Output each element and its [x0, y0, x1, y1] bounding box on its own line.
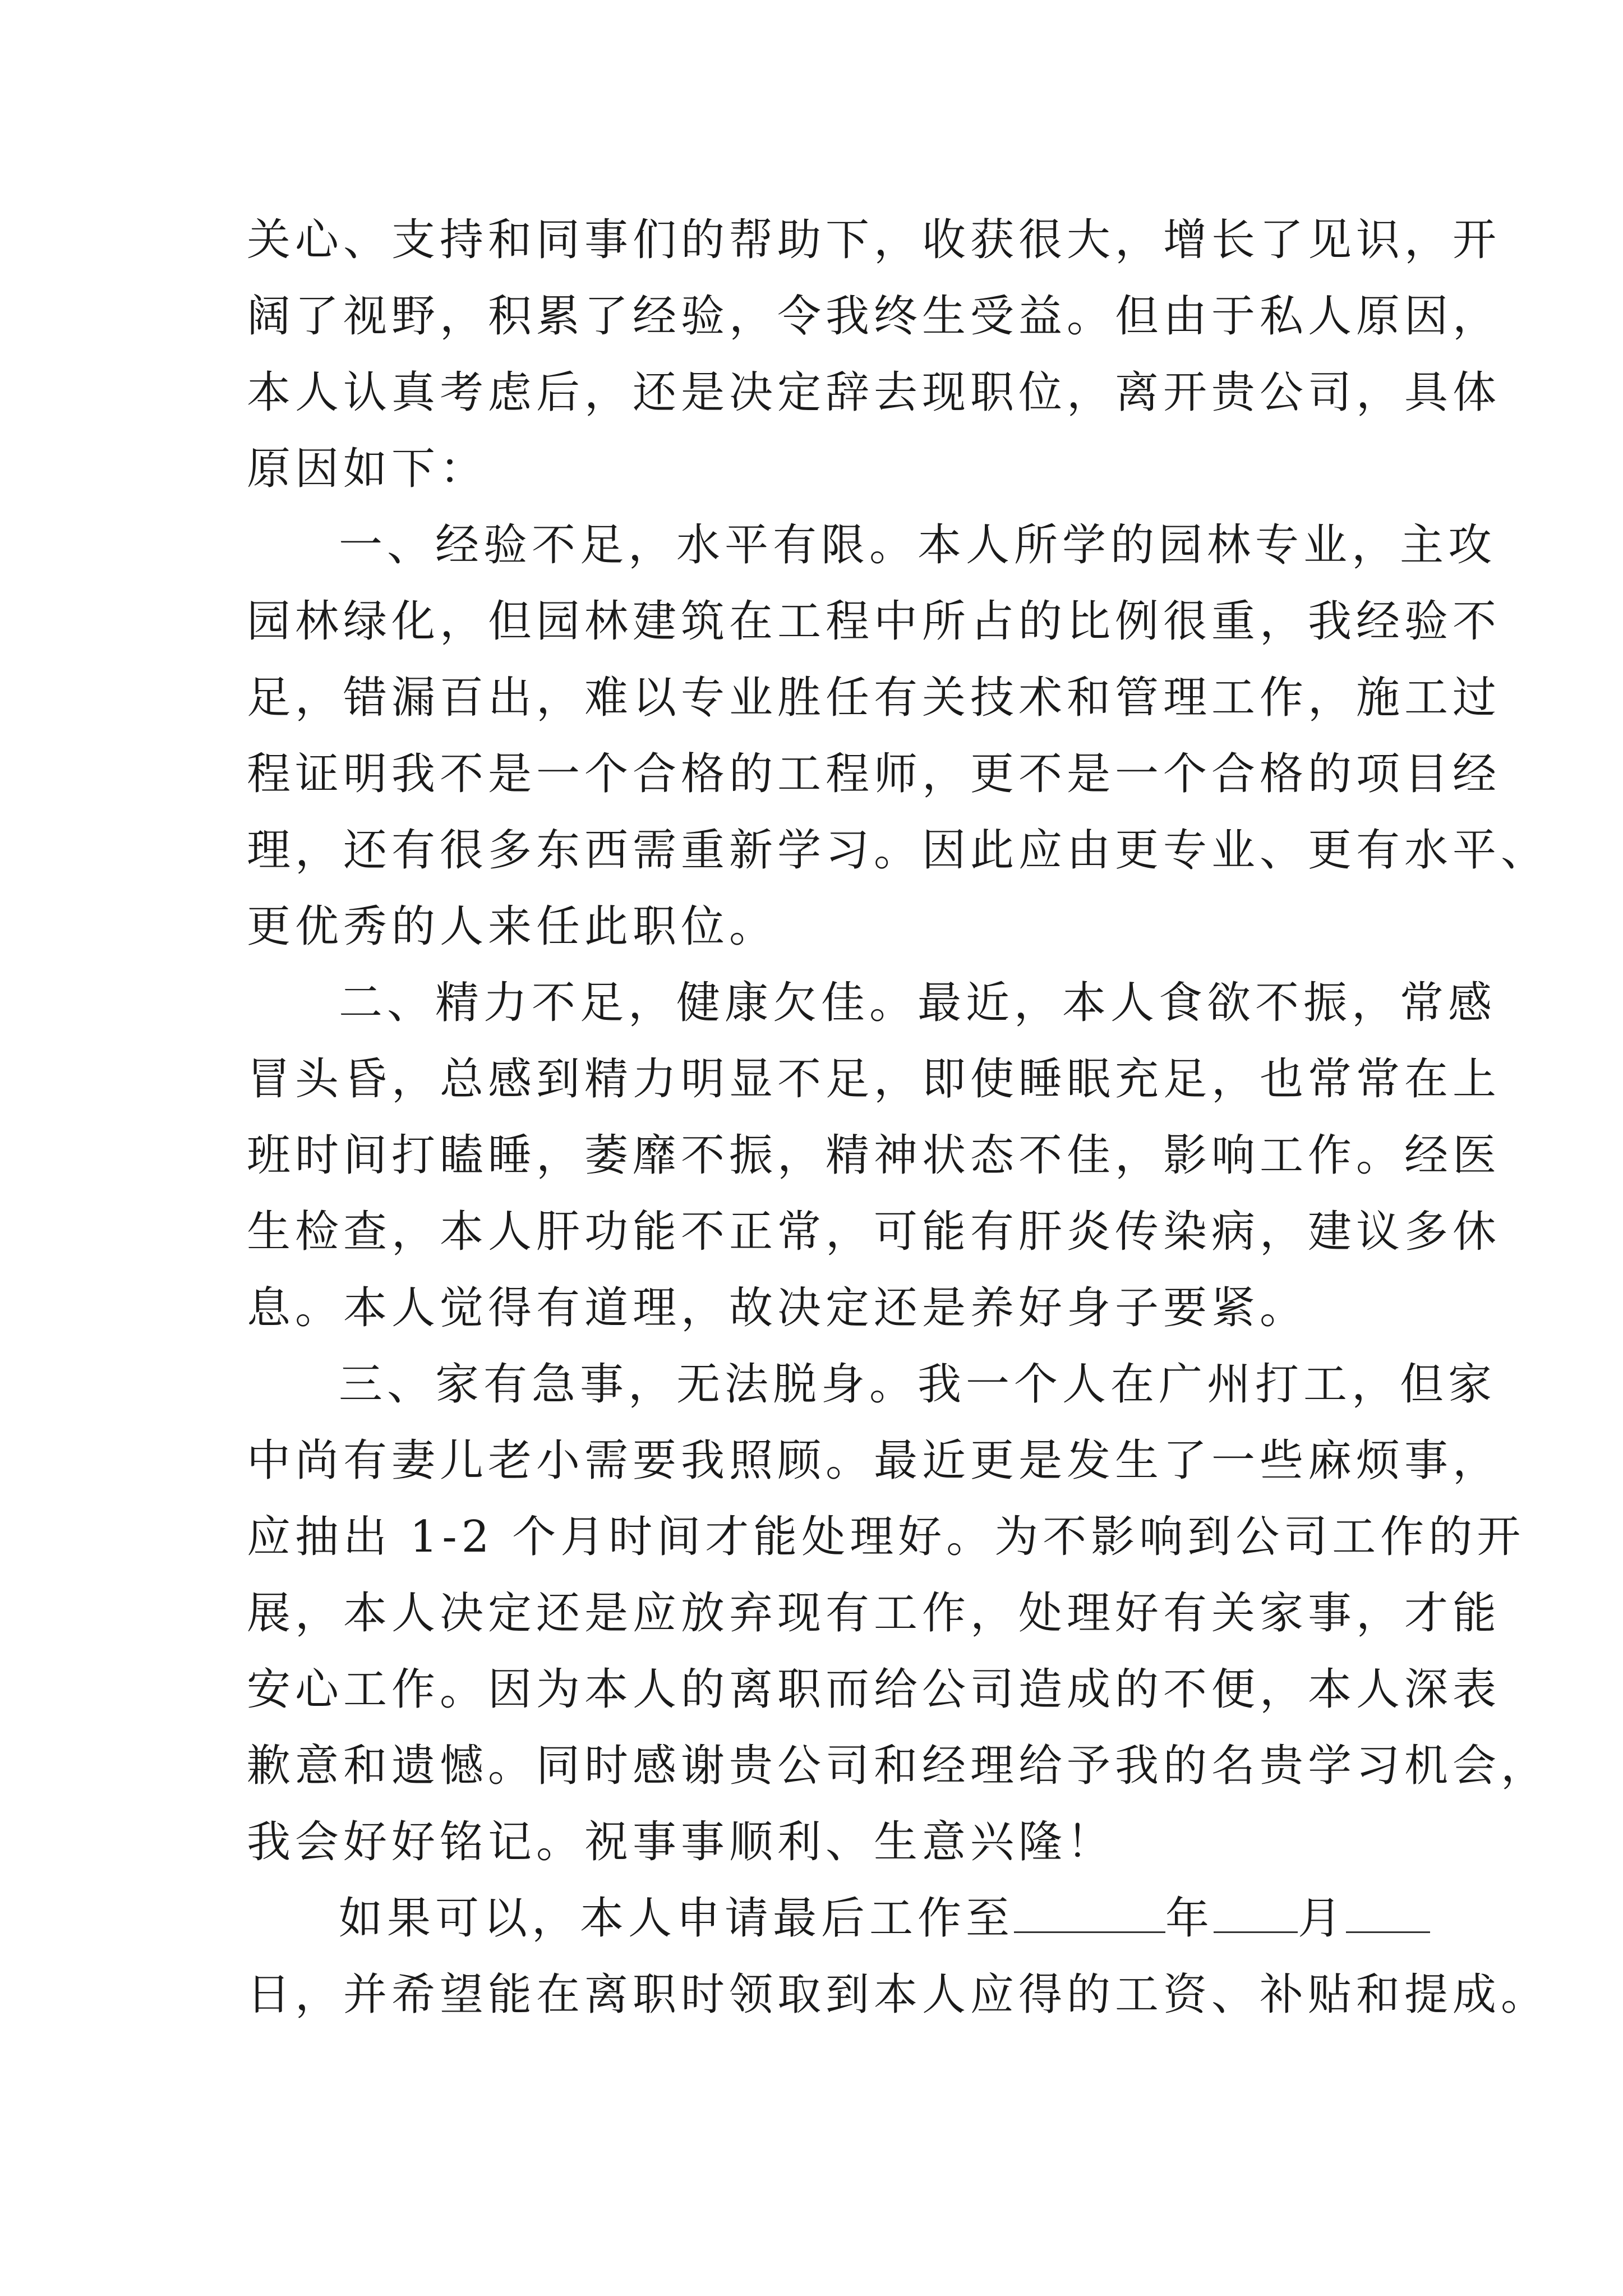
text-line: 更优秀的人来任此职位。	[247, 901, 778, 952]
final-request-line	[247, 1880, 1391, 1957]
text-line: 生检查，本人肝功能不正常，可能有肝炎传染病，建议多休	[247, 1207, 1501, 1257]
text-line: 应抽出 1-2 个月时间才能处理好。为不影响到公司工作的开	[247, 1512, 1525, 1562]
text-line: 阔了视野，积累了经验，令我终生受益。但由于私人原因，	[247, 291, 1501, 342]
text-line: 原因如下：	[247, 444, 488, 494]
text-line: 安心工作。因为本人的离职而给公司造成的不便，本人深表	[247, 1664, 1501, 1715]
text-line: 展，本人决定还是应放弃现有工作，处理好有关家事，才能	[247, 1588, 1501, 1639]
text-line: 关心、支持和同事们的帮助下，收获很大，增长了见识，开	[247, 215, 1501, 265]
text-line: 本人认真考虑后，还是决定辞去现职位，离开贵公司，具体	[247, 367, 1501, 418]
text-line: 二、精力不足，健康欠佳。最近，本人食欲不振，常感	[339, 978, 1497, 1028]
day-blank	[1346, 1895, 1430, 1933]
month-label: 月	[1298, 1893, 1347, 1944]
text-line: 理，还有很多东西需重新学习。因此应由更专业、更有水平、	[247, 825, 1550, 876]
final-request-prefix: 如果可以，本人申请最后工作至	[339, 1893, 1015, 1944]
text-line: 中尚有妻儿老小需要我照顾。最近更是发生了一些麻烦事，	[247, 1435, 1501, 1486]
month-blank	[1214, 1895, 1298, 1933]
text-line: 班时间打瞌睡，萎靡不振，精神状态不佳，影响工作。经医	[247, 1130, 1501, 1181]
text-line: 足，错漏百出，难以专业胜任有关技术和管理工作，施工过	[247, 673, 1501, 723]
text-line: 歉意和遗憾。同时感谢贵公司和经理给予我的名贵学习机会，	[247, 1741, 1550, 1791]
year-blank	[1014, 1895, 1165, 1933]
text-line: 程证明我不是一个合格的工程师，更不是一个合格的项目经	[247, 749, 1501, 799]
text-line: 日，并希望能在离职时领取到本人应得的工资、补贴和提成。	[247, 1970, 1550, 2020]
document-body	[247, 202, 1550, 2033]
text-line: 园林绿化，但园林建筑在工程中所占的比例很重，我经验不	[247, 596, 1501, 647]
year-label: 年	[1165, 1893, 1214, 1944]
text-line: 三、家有急事，无法脱身。我一个人在广州打工，但家	[339, 1359, 1497, 1410]
text-line: 冒头昏，总感到精力明显不足，即使睡眠充足，也常常在上	[247, 1054, 1501, 1105]
text-line: 一、经验不足，水平有限。本人所学的园林专业，主攻	[339, 520, 1497, 570]
text-line: 息。本人觉得有道理，故决定还是养好身子要紧。	[247, 1283, 1308, 1333]
text-line: 我会好好铭记。祝事事顺利、生意兴隆！	[247, 1817, 1115, 1867]
